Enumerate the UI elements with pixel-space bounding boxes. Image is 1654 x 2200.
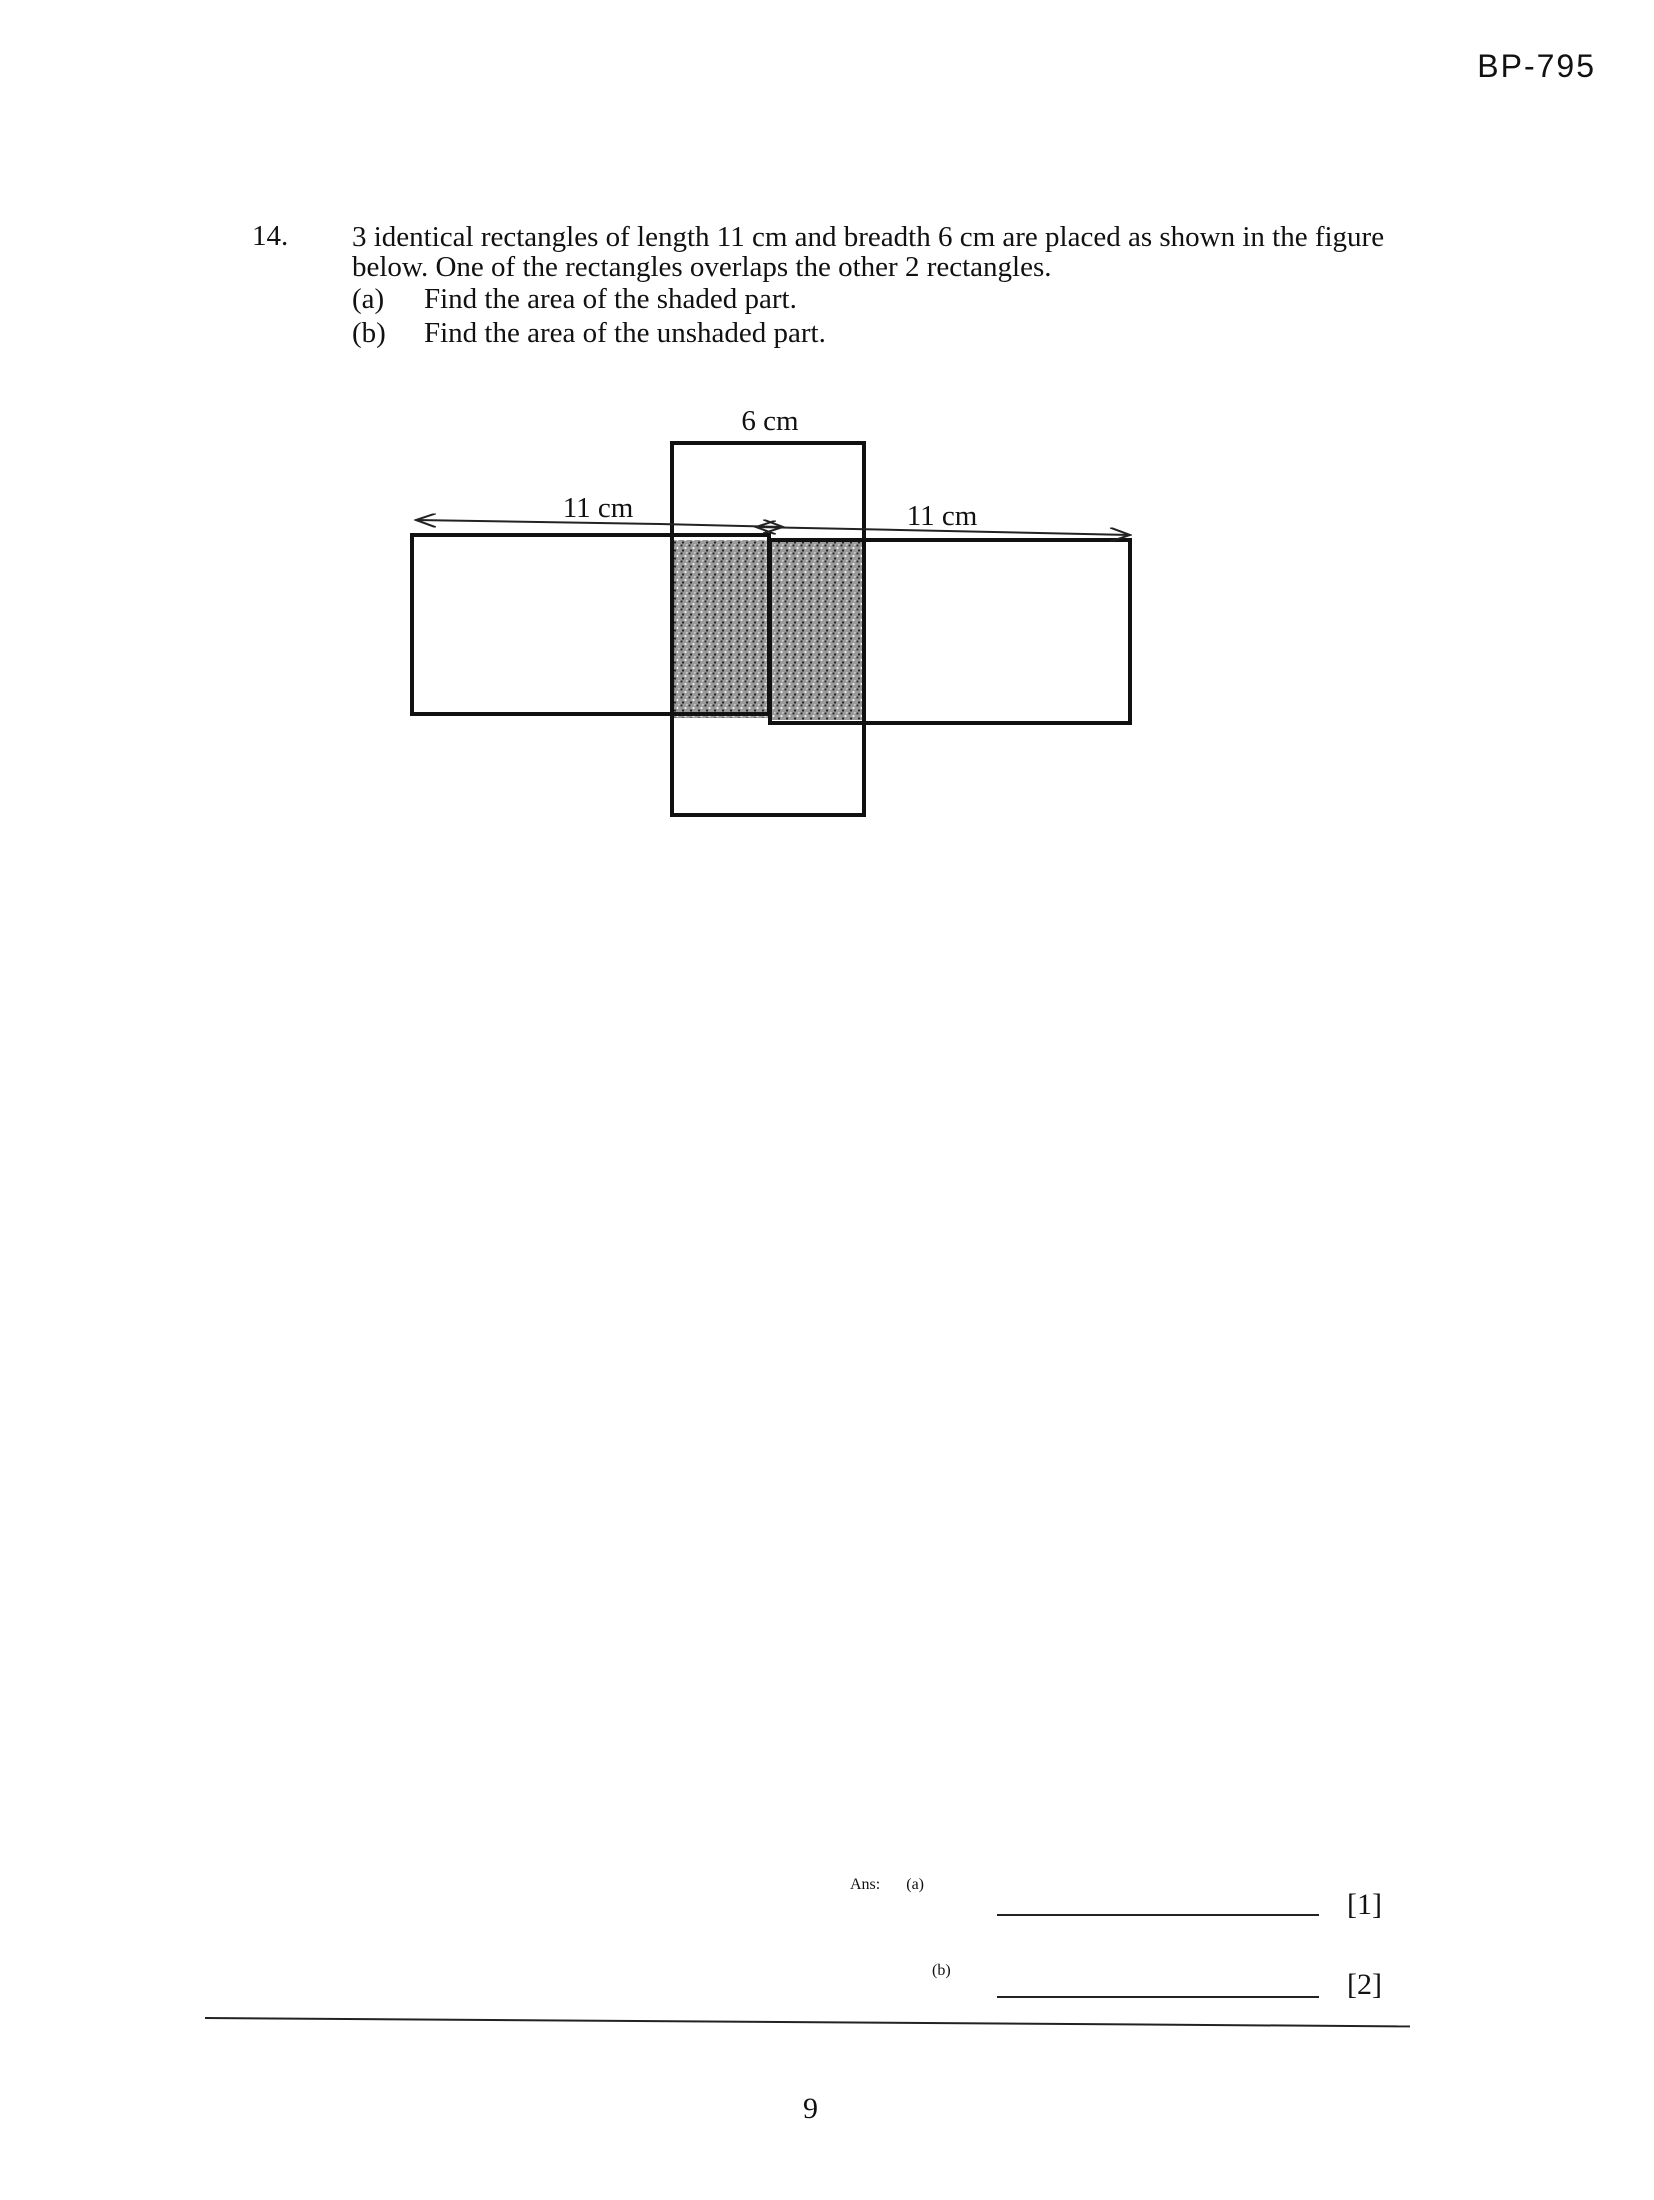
answer-a-marks: [1] — [1347, 1888, 1382, 1921]
footer-divider — [205, 2017, 1410, 2027]
answer-row-a — [850, 1876, 924, 1894]
dimension-arrow-right-start — [756, 527, 900, 530]
question-number: 14. — [252, 220, 289, 252]
page-number: 9 — [803, 2092, 818, 2125]
answer-a-label: (a) — [906, 1876, 924, 1893]
question-intro-line-2: below. One of the rectangles overlaps the other 2 rectangles. — [352, 251, 1052, 283]
answer-b-label: (b) — [932, 1962, 951, 1979]
label-11cm-right: 11 cm — [906, 500, 978, 532]
answer-row-b — [932, 1962, 951, 1980]
rectangles-figure — [0, 0, 1654, 900]
answer-b-line[interactable] — [997, 1996, 1319, 1998]
part-b-text: Find the area of the unshaded part. — [424, 317, 826, 349]
label-11cm-left: 11 cm — [562, 492, 634, 524]
shaded-region-right — [772, 542, 864, 720]
label-6cm: 6 cm — [741, 405, 799, 437]
answer-a-line[interactable] — [997, 1914, 1319, 1916]
part-a-text: Find the area of the shaded part. — [424, 283, 797, 315]
part-b-label: (b) — [352, 317, 386, 349]
shaded-region-left — [672, 540, 769, 718]
page-code: BP-795 — [1477, 48, 1596, 84]
question-intro-line-1: 3 identical rectangles of length 11 cm and breadth 6 cm are placed as shown in the figure — [352, 221, 1385, 253]
answer-b-marks: [2] — [1347, 1968, 1382, 2001]
answer-prefix: Ans: — [850, 1876, 881, 1893]
part-a-label: (a) — [352, 283, 385, 315]
